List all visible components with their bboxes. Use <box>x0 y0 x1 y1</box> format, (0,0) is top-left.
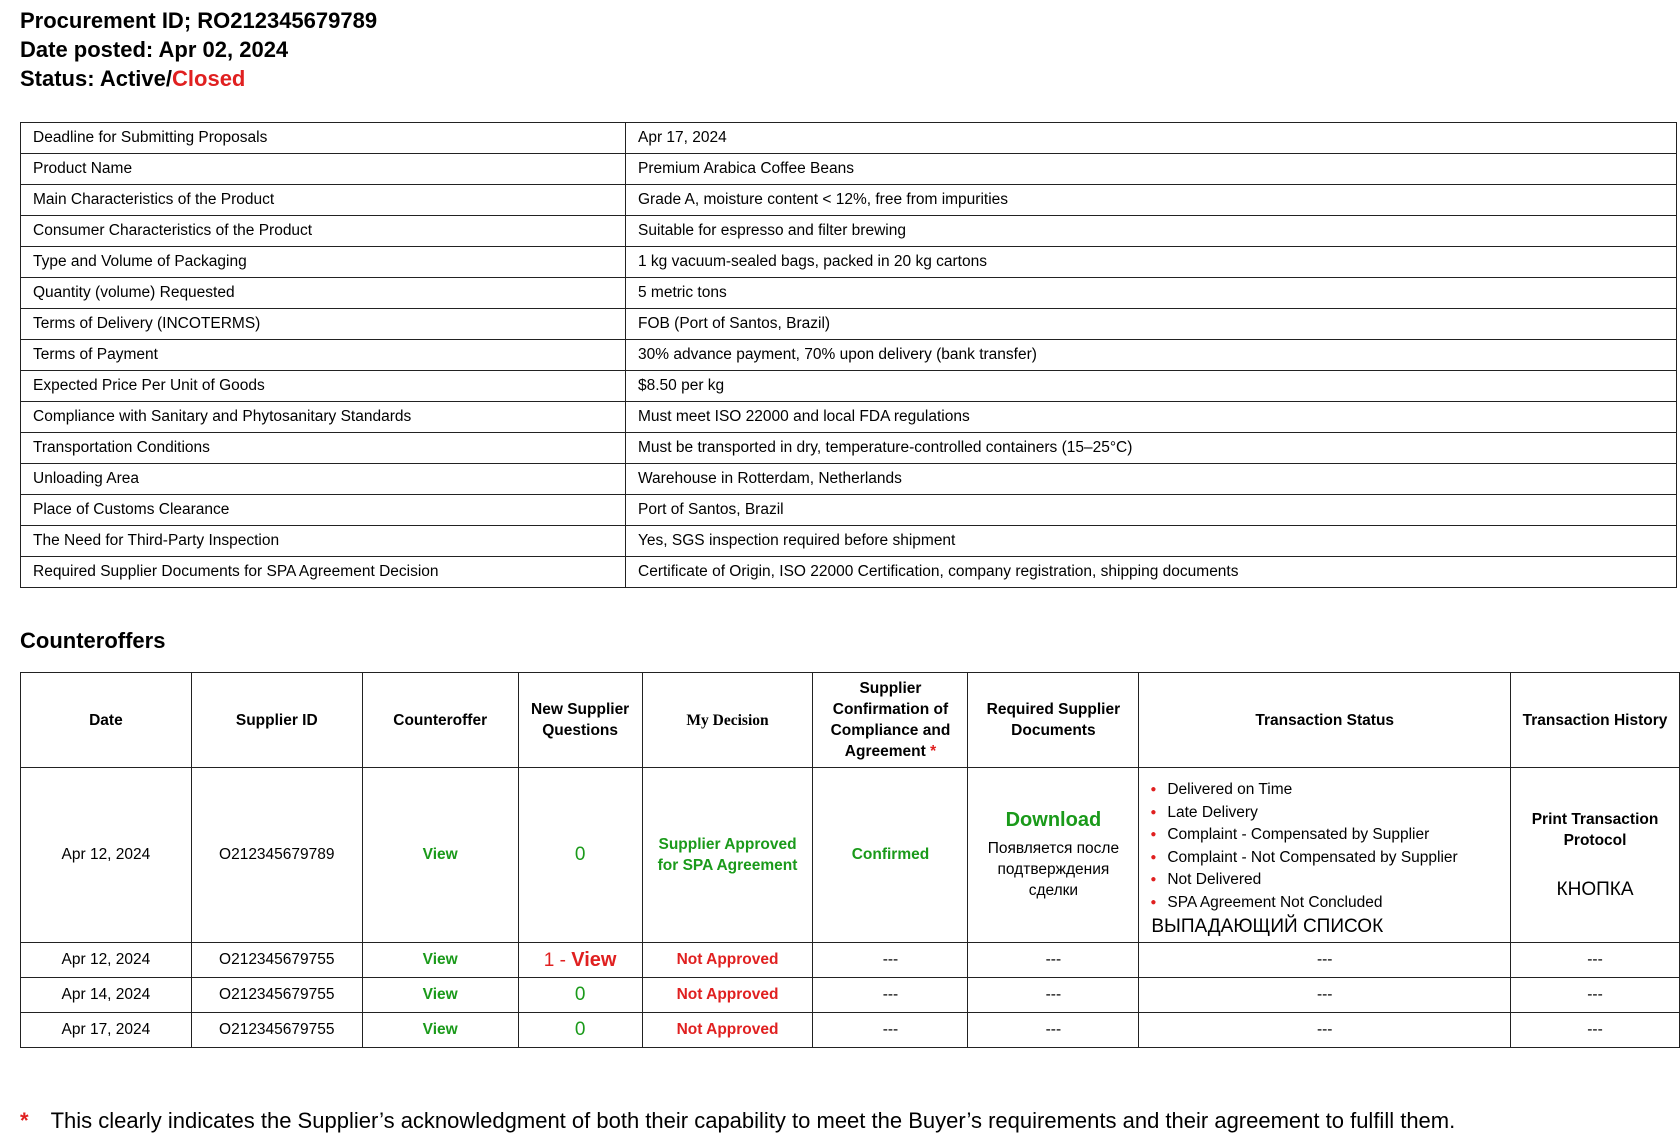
detail-row <box>21 557 1677 588</box>
cell-questions <box>518 978 642 1013</box>
col-documents: Required Supplier Documents <box>968 673 1139 768</box>
cell-confirmation: --- <box>813 943 968 978</box>
transaction-status-dropdown[interactable] <box>1139 768 1511 943</box>
detail-label: Consumer Characteristics of the Product <box>21 216 626 247</box>
counteroffers-header-row <box>21 673 1680 768</box>
procurement-details-table <box>20 122 1677 588</box>
detail-value: Apr 17, 2024 <box>626 123 1677 154</box>
cell-supplier-id: O212345679755 <box>191 978 362 1013</box>
cell-decision: Not Approved <box>642 943 813 978</box>
col-confirmation-label: Supplier Confirmation of Compliance and Agreement <box>830 680 951 760</box>
status-label: Status: Active/ <box>20 66 173 91</box>
download-link[interactable]: Download <box>1005 809 1102 831</box>
detail-label: Main Characteristics of the Product <box>21 185 626 216</box>
detail-label: Deadline for Submitting Proposals <box>21 123 626 154</box>
dropdown-note: ВЫПАДАЮЩИЙ СПИСОК <box>1151 916 1384 937</box>
col-date: Date <box>21 673 192 768</box>
detail-label: Compliance with Sanitary and Phytosanitary Standards <box>21 402 626 433</box>
detail-row <box>21 526 1677 557</box>
col-decision: My Decision <box>642 673 813 768</box>
cell-documents <box>968 768 1139 943</box>
status-line <box>20 64 377 93</box>
cell-documents: --- <box>968 1013 1139 1048</box>
download-note: Появляется после подтверждения сделки <box>987 840 1120 899</box>
detail-value: Suitable for espresso and filter brewing <box>626 216 1677 247</box>
cell-supplier-id: O212345679789 <box>191 768 362 943</box>
procurement-id: Procurement ID; RO212345679789 <box>20 8 378 33</box>
cell-confirmation: Confirmed <box>813 768 968 943</box>
detail-row <box>21 495 1677 526</box>
detail-label: Quantity (volume) Requested <box>21 278 626 309</box>
detail-value: Must meet ISO 22000 and local FDA regulations <box>626 402 1677 433</box>
detail-row <box>21 340 1677 371</box>
detail-label: The Need for Third-Party Inspection <box>21 526 626 557</box>
footnote <box>20 1108 1455 1134</box>
counteroffer-view-link[interactable]: View <box>362 1013 518 1048</box>
counteroffer-view-link[interactable]: View <box>362 943 518 978</box>
detail-label: Expected Price Per Unit of Goods <box>21 371 626 402</box>
cell-date: Apr 12, 2024 <box>21 943 192 978</box>
detail-value: 5 metric tons <box>626 278 1677 309</box>
cell-history: --- <box>1511 978 1680 1013</box>
date-posted: Date posted: Apr 02, 2024 <box>20 37 289 62</box>
detail-row <box>21 185 1677 216</box>
detail-label: Unloading Area <box>21 464 626 495</box>
detail-value: 30% advance payment, 70% upon delivery (bank transfer) <box>626 340 1677 371</box>
detail-value: Yes, SGS inspection required before shipment <box>626 526 1677 557</box>
counteroffers-title: Counteroffers <box>20 628 166 653</box>
cell-questions <box>518 1013 642 1048</box>
detail-value: Warehouse in Rotterdam, Netherlands <box>626 464 1677 495</box>
cell-supplier-id: O212345679755 <box>191 1013 362 1048</box>
detail-value: Premium Arabica Coffee Beans <box>626 154 1677 185</box>
cell-date: Apr 12, 2024 <box>21 768 192 943</box>
cell-questions: 0 <box>518 768 642 943</box>
cell-documents: --- <box>968 943 1139 978</box>
detail-value: Certificate of Origin, ISO 22000 Certification, company registration, shipping documents <box>626 557 1677 588</box>
cell-date: Apr 14, 2024 <box>21 978 192 1013</box>
col-counteroffer: Counteroffer <box>362 673 518 768</box>
detail-value: Grade A, moisture content < 12%, free from impurities <box>626 185 1677 216</box>
detail-label: Terms of Payment <box>21 340 626 371</box>
detail-label: Required Supplier Documents for SPA Agreement Decision <box>21 557 626 588</box>
detail-row <box>21 309 1677 340</box>
cell-supplier-id: O212345679755 <box>191 943 362 978</box>
detail-value: Port of Santos, Brazil <box>626 495 1677 526</box>
status-option[interactable]: ● Not Delivered <box>1167 869 1510 892</box>
cell-status: --- <box>1139 978 1511 1013</box>
detail-label: Product Name <box>21 154 626 185</box>
detail-value: 1 kg vacuum-sealed bags, packed in 20 kg cartons <box>626 247 1677 278</box>
table-row <box>21 768 1680 943</box>
question-count: 0 <box>574 1019 586 1040</box>
detail-row <box>21 371 1677 402</box>
detail-value: Must be transported in dry, temperature-controlled containers (15–25°C) <box>626 433 1677 464</box>
print-protocol-button[interactable]: КНОПКА <box>1556 879 1634 900</box>
cell-decision: Supplier Approved for SPA Agreement <box>642 768 813 943</box>
detail-value: FOB (Port of Santos, Brazil) <box>626 309 1677 340</box>
question-count: 1 - <box>543 949 572 971</box>
cell-documents: --- <box>968 978 1139 1013</box>
detail-row <box>21 278 1677 309</box>
cell-confirmation: --- <box>813 1013 968 1048</box>
col-history: Transaction History <box>1511 673 1680 768</box>
detail-value: $8.50 per kg <box>626 371 1677 402</box>
status-option[interactable]: ● Late Delivery <box>1167 802 1510 825</box>
col-status: Transaction Status <box>1139 673 1511 768</box>
detail-row <box>21 247 1677 278</box>
detail-row <box>21 216 1677 247</box>
questions-view-link[interactable]: View <box>571 948 617 971</box>
status-option[interactable]: ● Delivered on Time <box>1167 779 1510 802</box>
footnote-text: This clearly indicates the Supplier’s acknowledgment of both their capability to meet the Buyer’s requirements and their agreement to fulfill them. <box>50 1108 1456 1133</box>
detail-label: Place of Customs Clearance <box>21 495 626 526</box>
counteroffers-table <box>20 672 1680 1048</box>
col-supplier-id: Supplier ID <box>191 673 362 768</box>
detail-row <box>21 402 1677 433</box>
asterisk: * <box>930 743 937 760</box>
table-row <box>21 978 1680 1013</box>
counteroffer-view-link[interactable]: View <box>362 978 518 1013</box>
cell-confirmation: --- <box>813 978 968 1013</box>
detail-row <box>21 433 1677 464</box>
col-confirmation <box>813 673 968 768</box>
cell-questions <box>518 943 642 978</box>
table-row <box>21 1013 1680 1048</box>
footnote-star: * <box>20 1108 29 1133</box>
cell-decision: Not Approved <box>642 978 813 1013</box>
cell-status: --- <box>1139 1013 1511 1048</box>
procurement-header <box>20 6 377 93</box>
detail-label: Type and Volume of Packaging <box>21 247 626 278</box>
detail-label: Terms of Delivery (INCOTERMS) <box>21 309 626 340</box>
status-option[interactable]: ● SPA Agreement Not Concluded <box>1167 892 1510 915</box>
cell-history: --- <box>1511 943 1680 978</box>
status-options-list <box>1139 779 1510 914</box>
detail-row <box>21 464 1677 495</box>
table-row <box>21 943 1680 978</box>
detail-label: Transportation Conditions <box>21 433 626 464</box>
cell-decision: Not Approved <box>642 1013 813 1048</box>
print-protocol-label: Print Transaction Protocol <box>1531 811 1659 849</box>
cell-status: --- <box>1139 943 1511 978</box>
cell-history <box>1511 768 1680 943</box>
counteroffer-view-link[interactable]: View <box>362 768 518 943</box>
col-questions: New Supplier Questions <box>518 673 642 768</box>
cell-date: Apr 17, 2024 <box>21 1013 192 1048</box>
detail-row <box>21 154 1677 185</box>
question-count: 0 <box>574 984 586 1005</box>
detail-row <box>21 123 1677 154</box>
status-closed: Closed <box>172 66 246 91</box>
status-option[interactable]: ● Complaint - Compensated by Supplier <box>1167 824 1510 847</box>
status-option[interactable]: ● Complaint - Not Compensated by Supplier <box>1167 847 1510 870</box>
cell-history: --- <box>1511 1013 1680 1048</box>
